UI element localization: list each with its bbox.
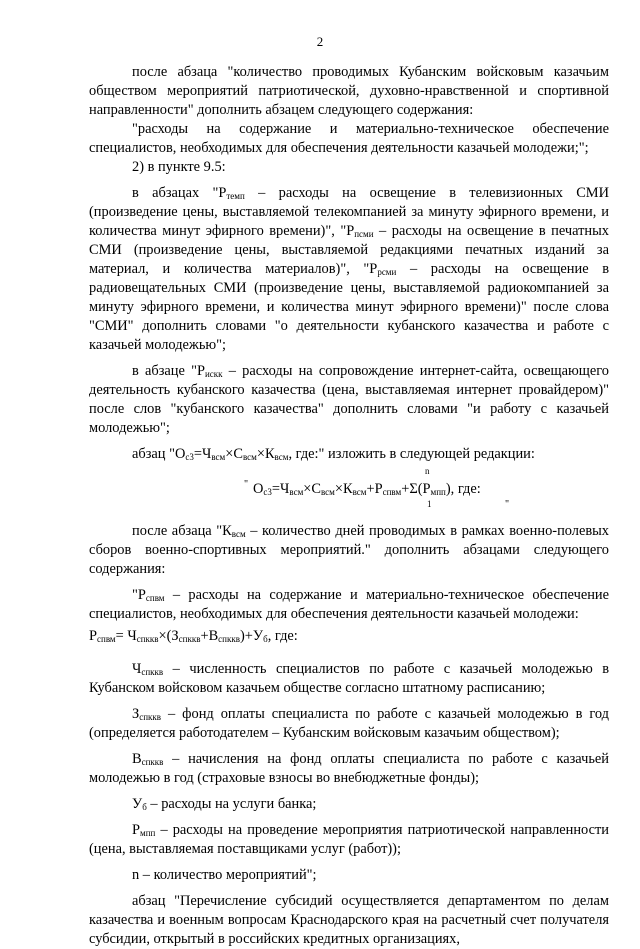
paragraph-9: $Ч_{спккв}$ – численность специалистов по работе с казачьей молодежью в Кубанском войсковом казачьем обществе согласно штатному расписанию; (89, 661, 609, 696)
formula-osz-text: $О_{с3}=Ч_{всм}\times С_{всм}\times К_{всм}+Р_{спвм}+\Sigma(Р_{мпп})$, где: (253, 481, 481, 497)
formula-osz (89, 466, 609, 512)
sum-upper-limit: n (425, 466, 430, 476)
paragraph-7: после абзаца "$К_{всм}$ – количество дней проводимых в рамках военно-полевых сборов военно-спортивных мероприятий." дополнить абзацами следующего содержания: (89, 523, 609, 577)
sum-lower-limit: 1 (427, 499, 432, 509)
paragraph-4: в абзацах "$Р_{темп}$ – расходы на освещение в телевизионных СМИ (произведение цены, выставляемой телекомпанией за минуту эфирного времени, и количества минут эфирного времени)", "$Р_{псми}$ – расходы на освещение в печатных СМИ (произведение цены, выставляемой редакциями печатных изданий за материал, и количества материалов)", "$Р_{рсми}$ – расходы на освещение в радиовещательных СМИ (произведение цены, выставляемой радиокомпанией за минуту эфирного времени, и количества минут эфирного времени)" после слова "СМИ" дополнить словами "о деятельности кубанского казачества и работе с казачьей молодежью"; (89, 185, 610, 353)
paragraph-14: n – количество мероприятий"; (132, 867, 317, 883)
paragraph-6: абзац "$О_{с3}=Ч_{всм}\times С_{всм}\times К_{всм}$, где:" изложить в следующей редакции: (132, 446, 535, 462)
paragraph-13: $Р_{мпп}$ – расходы на проведение мероприятия патриотической направленности (цена, выставляемая поставщиками услуг (работ)); (89, 822, 609, 857)
document-body (89, 63, 609, 949)
paragraph-15: абзац "Перечисление субсидий осуществляется департаментом по делам казачества и военным вопросам Краснодарского края на расчетный счет получателя субсидии, открытый в российских кредитных организациях, (89, 893, 609, 947)
formula-close-quote: " (505, 499, 510, 510)
paragraph-3: 2) в пункте 9.5: (132, 159, 226, 175)
formula-rspvm: $Р_{спвм}= Ч_{спккв}\times(З_{спккв}+В_{спккв})+У_б$, где: (89, 628, 298, 644)
paragraph-10: $З_{спккв}$ – фонд оплаты специалиста по работе с казачьей молодежью в год (определяется работодателем – Кубанским войсковым казачьим обществом); (89, 706, 609, 741)
paragraph-2: "расходы на содержание и материально-техническое обеспечение специалистов, необходимых для обеспечения деятельности казачьей молодежи;"; (89, 121, 609, 156)
formula-open-quote: " (244, 479, 249, 490)
paragraph-11: $В_{спккв}$ – начисления на фонд оплаты специалиста по работе с казачьей молодежью в год (страховые взносы во внебюджетные фонды); (89, 751, 609, 786)
paragraph-1: после абзаца "количество проводимых Кубанским войсковым казачьим обществом мероприятий патриотической, духовно-нравственной и спортивной направленности" дополнить абзацем следующего содержания: (89, 64, 609, 118)
page-number: 2 (316, 34, 324, 49)
paragraph-12: $У_б$ – расходы на услуги банка; (132, 796, 317, 812)
paragraph-5: в абзаце "$Р_{искк}$ – расходы на сопровождение интернет-сайта, освещающего деятельность кубанского казачества (цена, выставляемая интернет провайдером)" после слов "кубанского казачества" дополнить словами "и работу с казачьей молодежью"; (89, 363, 609, 436)
paragraph-8: "$Р_{спвм}$ – расходы на содержание и материально-техническое обеспечение специалистов, необходимых для обеспечения деятельности казачьей молодежи: (89, 587, 609, 622)
